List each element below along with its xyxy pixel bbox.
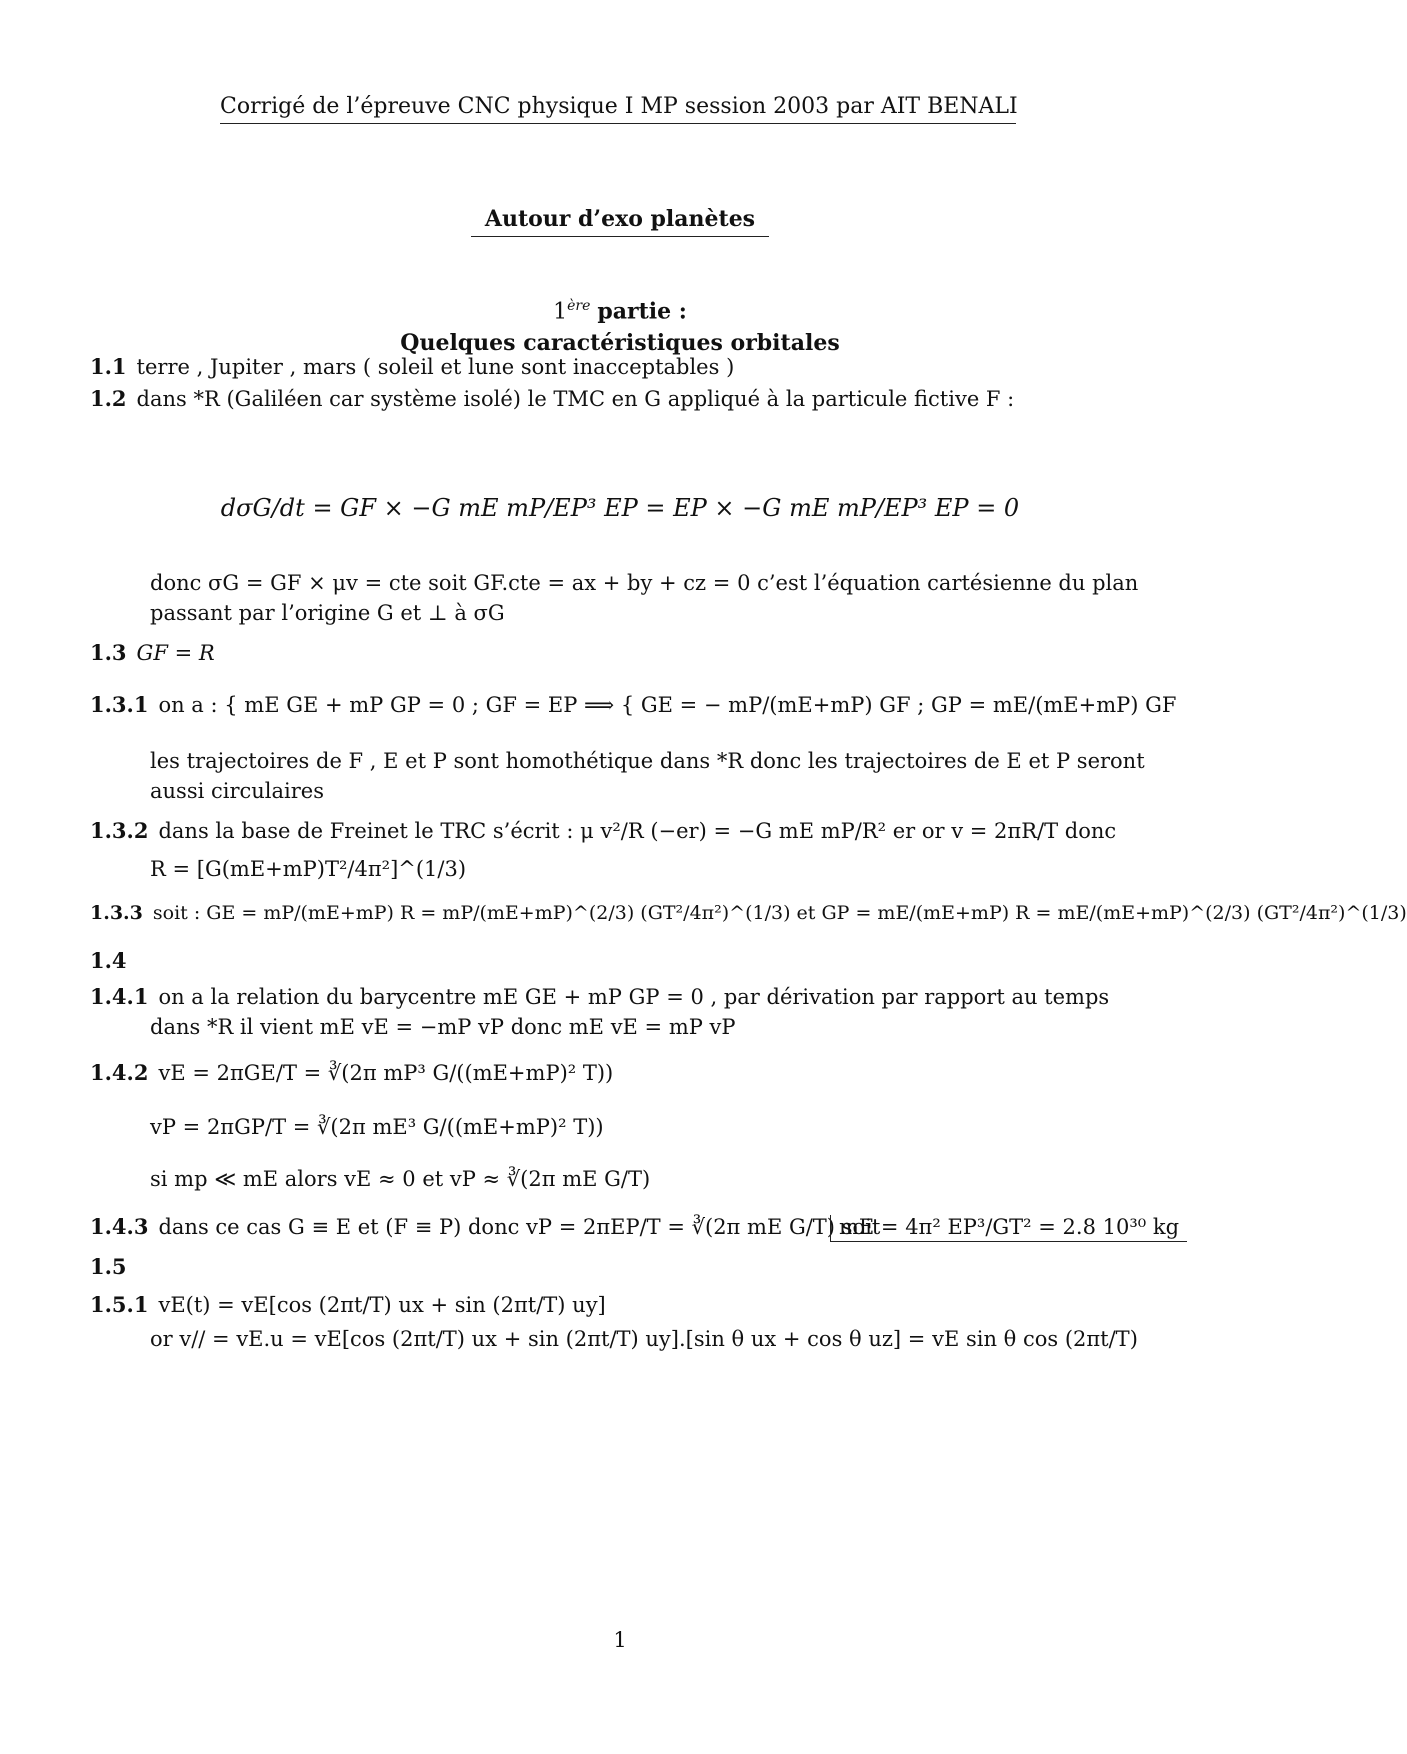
item-number: 1.1 [90, 354, 127, 379]
part-ordinal: 1 [553, 299, 568, 325]
item-1-4-2 [90, 1060, 613, 1086]
document-title: Autour d’exo planètes [471, 206, 769, 237]
page-number: 1 [613, 1628, 627, 1652]
display-equation-tmc: dσG/dt = GF × −G mE mP/EP³ EP = EP × −G mE mP/EP³ EP = 0 [220, 494, 1020, 522]
boxed-result: mE = 4π² EP³/GT² = 2.8 10³⁰ kg [830, 1215, 1187, 1242]
part-title: Quelques caractéristiques orbitales [400, 330, 840, 356]
item-text: soit : GE = mP/(mE+mP) R = mP/(mE+mP)^(2/3) (GT²/4π²)^(1/3) et GP = mE/(mE+mP) R = mE/(mE+mP)^(2/3) (GT²/4π²)^(1/3) [152, 902, 1407, 924]
item-number: 1.4 [90, 948, 127, 973]
item-1-3-1-cont-1: les trajectoires de F , E et P sont homothétique dans *R donc les trajectoires de E et P seront [150, 749, 1145, 773]
item-text: on a la relation du barycentre mE GE + mP GP = 0 , par dérivation par rapport au temps [158, 985, 1110, 1009]
item-number: 1.5 [90, 1254, 127, 1279]
part-heading [0, 298, 1240, 324]
item-1-3-2-cont: R = [G(mE+mP)T²/4π²]^(1/3) [150, 857, 467, 881]
part-ordinal-sup: ère [567, 298, 591, 314]
item-number: 1.3.1 [90, 692, 149, 717]
item-1-4-1-cont: dans *R il vient mE vE = −mP vP donc mE vE = mP vP [150, 1015, 736, 1039]
item-text: dans ce cas G ≡ E et (F ≡ P) donc vP = 2πEP/T = ∛(2π mE G/T) soit [158, 1215, 881, 1239]
item-text: terre , Jupiter , mars ( soleil et lune sont inacceptables ) [136, 355, 735, 379]
item-1-5-1-cont: or v// = vE.u = vE[cos (2πt/T) ux + sin (2πt/T) uy].[sin θ ux + cos θ uz] = vE sin θ cos (2πt/T) [150, 1327, 1138, 1351]
item-1-2 [90, 386, 1014, 412]
item-1-3-2 [90, 818, 1116, 844]
item-1-5 [90, 1254, 137, 1280]
item-number: 1.3.3 [90, 902, 143, 924]
item-1-3-1 [90, 692, 1176, 718]
item-number: 1.3 [90, 640, 127, 665]
item-1-2-cont-2: passant par l’origine G et ⊥ à σG [150, 601, 505, 625]
item-number: 1.5.1 [90, 1292, 149, 1317]
item-1-4-3-result [830, 1214, 1187, 1240]
item-number: 1.4.3 [90, 1214, 149, 1239]
item-text: vE(t) = vE[cos (2πt/T) ux + sin (2πt/T) uy] [158, 1293, 606, 1317]
item-text: vE = 2πGE/T = ∛(2π mP³ G/((mE+mP)² T)) [158, 1061, 614, 1085]
item-1-4-3 [90, 1214, 880, 1240]
item-1-2-cont-1: donc σG = GF × μv = cte soit GF.cte = ax + by + cz = 0 c’est l’équation cartésienne du plan [150, 571, 1139, 595]
item-1-3-1-cont-2: aussi circulaires [150, 779, 324, 803]
item-1-4 [90, 948, 137, 974]
item-1-3-3 [90, 902, 1407, 926]
item-number: 1.4.2 [90, 1060, 149, 1085]
item-number: 1.4.1 [90, 984, 149, 1009]
item-1-4-2-cont-2: si mp ≪ mE alors vE ≈ 0 et vP ≈ ∛(2π mE G/T) [150, 1167, 651, 1191]
part-word: partie : [597, 298, 687, 325]
item-number: 1.3.2 [90, 818, 149, 843]
item-text: GF = R [136, 641, 215, 665]
running-header: Corrigé de l’épreuve CNC physique I MP session 2003 par AIT BENALI [220, 94, 1016, 124]
item-text: dans *R (Galiléen car système isolé) le TMC en G appliqué à la particule fictive F : [136, 387, 1015, 411]
item-1-5-1 [90, 1292, 606, 1318]
item-1-1 [90, 354, 734, 380]
item-1-4-1 [90, 984, 1109, 1010]
document-title-wrap [0, 206, 1240, 232]
item-text: dans la base de Freinet le TRC s’écrit : μ v²/R (−er) = −G mE mP/R² er or v = 2πR/T donc [158, 819, 1117, 843]
item-text: on a : { mE GE + mP GP = 0 ; GF = EP ⟹ { GE = − mP/(mE+mP) GF ; GP = mE/(mE+mP) GF [158, 693, 1177, 717]
item-number: 1.2 [90, 386, 127, 411]
item-1-3 [90, 640, 215, 666]
item-1-4-2-cont-1: vP = 2πGP/T = ∛(2π mE³ G/((mE+mP)² T)) [150, 1115, 604, 1139]
